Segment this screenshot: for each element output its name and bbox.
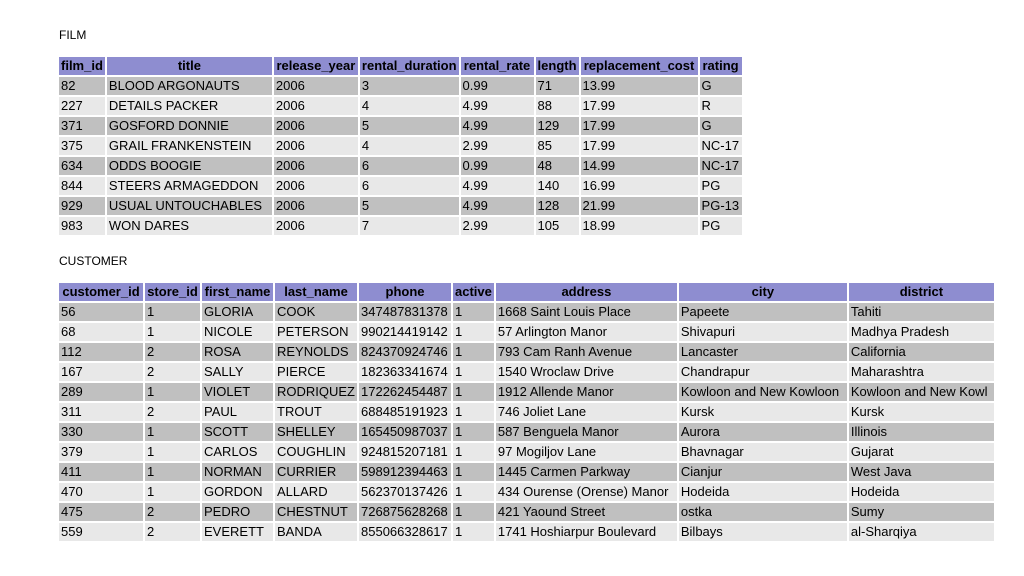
customer-cell-customer-id: 475: [59, 503, 143, 521]
customer-cell-first-name: EVERETT: [202, 523, 273, 541]
customer-cell-first-name: NICOLE: [202, 323, 273, 341]
film-cell-rental-duration: 6: [360, 157, 459, 175]
film-cell-rating: NC-17: [700, 157, 742, 175]
film-column-header-rental-duration: rental_duration: [361, 58, 457, 73]
customer-cell-phone: 347487831378: [359, 303, 451, 321]
customer-cell-district: al-Sharqiya: [849, 523, 994, 541]
film-cell-rental-rate: 4.99: [461, 177, 534, 195]
film-cell-rental-rate: 0.99: [461, 77, 534, 95]
customer-cell-address: 57 Arlington Manor: [496, 323, 677, 341]
customer-table-row: [59, 423, 994, 441]
customer-cell-active: 1: [453, 483, 494, 501]
customer-table-row: [59, 403, 994, 421]
film-cell-rental-rate: 2.99: [461, 217, 534, 235]
customer-table-row: [59, 303, 994, 321]
customer-table-row: [59, 523, 994, 541]
film-cell-rental-duration: 6: [360, 177, 459, 195]
customer-cell-customer-id: 559: [59, 523, 143, 541]
film-cell-replacement-cost: 13.99: [581, 77, 698, 95]
customer-cell-district: Tahiti: [849, 303, 994, 321]
film-cell-film-id: 929: [59, 197, 105, 215]
customer-cell-customer-id: 289: [59, 383, 143, 401]
film-column-header-title: title: [107, 57, 272, 75]
customer-cell-store-id: 1: [145, 303, 200, 321]
film-cell-rating: R: [700, 97, 742, 115]
customer-cell-district: Illinois: [849, 423, 994, 441]
film-cell-rating: G: [700, 117, 742, 135]
film-table-body: [59, 77, 742, 235]
customer-cell-customer-id: 311: [59, 403, 143, 421]
film-cell-title: GOSFORD DONNIE: [107, 117, 272, 135]
film-cell-rental-duration: 4: [360, 97, 459, 115]
customer-cell-district: California: [849, 343, 994, 361]
film-header-row: [59, 57, 742, 75]
customer-cell-city: Kursk: [679, 403, 847, 421]
film-cell-title: WON DARES: [107, 217, 272, 235]
film-cell-replacement-cost: 16.99: [581, 177, 698, 195]
film-cell-rental-duration: 3: [360, 77, 459, 95]
customer-cell-district: Kursk: [849, 403, 994, 421]
customer-cell-city: Chandrapur: [679, 363, 847, 381]
customer-cell-district: Kowloon and New Kowl: [849, 383, 994, 401]
customer-cell-customer-id: 167: [59, 363, 143, 381]
film-cell-rating: PG: [700, 177, 742, 195]
customer-table-row: [59, 383, 994, 401]
customer-cell-active: 1: [453, 343, 494, 361]
customer-column-header-district: district: [849, 283, 994, 301]
film-table-row: [59, 197, 742, 215]
film-cell-rating: NC-17: [700, 137, 742, 155]
film-column-header-rental-rate: rental_rate: [461, 57, 534, 75]
film-cell-rental-rate: 4.99: [461, 97, 534, 115]
film-cell-replacement-cost: 18.99: [581, 217, 698, 235]
customer-cell-phone: 824370924746: [359, 343, 451, 361]
film-cell-title: GRAIL FRANKENSTEIN: [107, 137, 272, 155]
film-table: [57, 55, 744, 237]
customer-table-row: [59, 483, 994, 501]
film-table-row: [59, 77, 742, 95]
customer-cell-address: 97 Mogiljov Lane: [496, 443, 677, 461]
film-cell-length: 85: [536, 137, 579, 155]
customer-cell-customer-id: 112: [59, 343, 143, 361]
customer-cell-first-name: SCOTT: [202, 423, 273, 441]
film-cell-rating: G: [700, 77, 742, 95]
customer-cell-city: Bhavnagar: [679, 443, 847, 461]
film-table-row: [59, 177, 742, 195]
film-cell-length: 140: [536, 177, 579, 195]
customer-header-row: [59, 283, 994, 301]
customer-cell-customer-id: 470: [59, 483, 143, 501]
customer-cell-city: ostka: [679, 503, 847, 521]
film-cell-release-year: 2006: [274, 117, 358, 135]
customer-table-row: [59, 503, 994, 521]
film-column-header-film-id: film_id: [61, 58, 103, 73]
customer-cell-first-name: NORMAN: [202, 463, 273, 481]
customer-column-header-active: active: [455, 284, 492, 299]
customer-column-header-store-id: store_id: [145, 283, 200, 301]
customer-cell-active: 1: [453, 323, 494, 341]
film-cell-release-year: 2006: [274, 77, 358, 95]
film-cell-rental-rate: 0.99: [461, 157, 534, 175]
customer-cell-district: West Java: [849, 463, 994, 481]
film-cell-rating: PG-13: [700, 197, 742, 215]
film-cell-length: 71: [536, 77, 579, 95]
customer-cell-last-name: CHESTNUT: [275, 503, 357, 521]
customer-cell-city: Bilbays: [679, 523, 847, 541]
customer-cell-address: 587 Benguela Manor: [496, 423, 677, 441]
film-cell-release-year: 2006: [274, 157, 358, 175]
film-cell-film-id: 227: [59, 97, 105, 115]
film-cell-release-year: 2006: [274, 97, 358, 115]
customer-cell-phone: 855066328617: [359, 523, 451, 541]
film-table-row: [59, 137, 742, 155]
film-cell-length: 105: [536, 217, 579, 235]
film-cell-replacement-cost: 21.99: [581, 197, 698, 215]
customer-table-row: [59, 343, 994, 361]
customer-cell-phone: 182363341674: [359, 363, 451, 381]
customer-cell-active: 1: [453, 503, 494, 521]
customer-table-body: [59, 303, 994, 541]
film-table-row: [59, 157, 742, 175]
customer-cell-phone: 562370137426: [359, 483, 451, 501]
customer-cell-address: 1912 Allende Manor: [496, 383, 677, 401]
film-cell-title: BLOOD ARGONAUTS: [107, 77, 272, 95]
customer-cell-store-id: 2: [145, 403, 200, 421]
customer-cell-last-name: CURRIER: [275, 463, 357, 481]
film-cell-rental-duration: 5: [360, 117, 459, 135]
film-cell-release-year: 2006: [274, 137, 358, 155]
customer-cell-city: Aurora: [679, 423, 847, 441]
customer-cell-address: 421 Yaound Street: [496, 503, 677, 521]
customer-cell-first-name: PEDRO: [202, 503, 273, 521]
customer-cell-store-id: 1: [145, 423, 200, 441]
customer-cell-active: 1: [453, 363, 494, 381]
film-section-title: FILM: [59, 28, 87, 42]
customer-cell-customer-id: 56: [59, 303, 143, 321]
customer-column-header-address: address: [496, 283, 677, 301]
film-column-header-rating: rating: [700, 57, 742, 75]
customer-cell-first-name: ROSA: [202, 343, 273, 361]
customer-cell-address: 1445 Carmen Parkway: [496, 463, 677, 481]
customer-cell-customer-id: 330: [59, 423, 143, 441]
film-cell-rating: PG: [700, 217, 742, 235]
customer-cell-address: 793 Cam Ranh Avenue: [496, 343, 677, 361]
customer-cell-store-id: 2: [145, 343, 200, 361]
film-column-header-length: length: [537, 58, 577, 73]
customer-table: [57, 281, 996, 543]
customer-table-row: [59, 463, 994, 481]
film-cell-film-id: 375: [59, 137, 105, 155]
film-cell-rental-duration: 5: [360, 197, 459, 215]
customer-cell-city: Lancaster: [679, 343, 847, 361]
customer-cell-last-name: COUGHLIN: [275, 443, 357, 461]
film-cell-title: DETAILS PACKER: [107, 97, 272, 115]
film-column-header-release-year: release_year: [274, 57, 358, 75]
customer-cell-store-id: 1: [145, 483, 200, 501]
film-cell-film-id: 634: [59, 157, 105, 175]
film-cell-film-id: 371: [59, 117, 105, 135]
customer-column-header-city: city: [679, 283, 847, 301]
film-column-header-replacement-cost: replacement_cost: [581, 57, 698, 75]
film-cell-rental-duration: 7: [360, 217, 459, 235]
customer-cell-address: 1540 Wroclaw Drive: [496, 363, 677, 381]
customer-cell-city: Kowloon and New Kowloon: [679, 383, 847, 401]
customer-cell-district: Maharashtra: [849, 363, 994, 381]
customer-cell-city: Shivapuri: [679, 323, 847, 341]
customer-cell-city: Papeete: [679, 303, 847, 321]
customer-cell-first-name: GLORIA: [202, 303, 273, 321]
film-table-row: [59, 117, 742, 135]
customer-cell-last-name: REYNOLDS: [275, 343, 357, 361]
customer-table-row: [59, 323, 994, 341]
customer-cell-district: Hodeida: [849, 483, 994, 501]
film-cell-rental-duration: 4: [360, 137, 459, 155]
customer-cell-customer-id: 379: [59, 443, 143, 461]
customer-cell-customer-id: 68: [59, 323, 143, 341]
customer-table-row: [59, 363, 994, 381]
customer-column-header-phone: phone: [359, 283, 451, 301]
film-cell-replacement-cost: 17.99: [581, 137, 698, 155]
customer-cell-store-id: 1: [145, 383, 200, 401]
film-cell-title: ODDS BOOGIE: [107, 157, 272, 175]
customer-cell-last-name: PETERSON: [275, 323, 357, 341]
film-cell-length: 128: [536, 197, 579, 215]
customer-cell-active: 1: [453, 523, 494, 541]
customer-cell-phone: 688485191923: [359, 403, 451, 421]
customer-cell-first-name: PAUL: [202, 403, 273, 421]
customer-cell-phone: 990214419142: [359, 323, 451, 341]
customer-cell-last-name: PIERCE: [275, 363, 357, 381]
customer-cell-last-name: BANDA: [275, 523, 357, 541]
customer-cell-last-name: TROUT: [275, 403, 357, 421]
customer-cell-last-name: SHELLEY: [275, 423, 357, 441]
film-cell-length: 88: [536, 97, 579, 115]
customer-cell-active: 1: [453, 423, 494, 441]
customer-column-header-first-name: first_name: [202, 283, 273, 301]
customer-cell-district: Madhya Pradesh: [849, 323, 994, 341]
customer-cell-active: 1: [453, 303, 494, 321]
customer-cell-first-name: CARLOS: [202, 443, 273, 461]
customer-cell-city: Cianjur: [679, 463, 847, 481]
film-cell-replacement-cost: 17.99: [581, 117, 698, 135]
customer-cell-store-id: 1: [145, 463, 200, 481]
film-cell-replacement-cost: 17.99: [581, 97, 698, 115]
customer-cell-city: Hodeida: [679, 483, 847, 501]
customer-cell-first-name: SALLY: [202, 363, 273, 381]
customer-cell-customer-id: 411: [59, 463, 143, 481]
customer-column-header-last-name: last_name: [275, 283, 357, 301]
customer-cell-district: Sumy: [849, 503, 994, 521]
customer-cell-first-name: VIOLET: [202, 383, 273, 401]
film-cell-film-id: 844: [59, 177, 105, 195]
customer-cell-phone: 726875628268: [359, 503, 451, 521]
customer-cell-last-name: RODRIQUEZ: [277, 384, 355, 399]
customer-cell-phone: 172262454487: [359, 383, 451, 401]
customer-column-header-customer-id: customer_id: [59, 283, 143, 301]
customer-cell-address: 1668 Saint Louis Place: [496, 303, 677, 321]
customer-cell-store-id: 2: [145, 503, 200, 521]
customer-cell-active: 1: [453, 443, 494, 461]
customer-cell-active: 1: [453, 463, 494, 481]
film-cell-rental-rate: 2.99: [461, 137, 534, 155]
customer-cell-address: 746 Joliet Lane: [496, 403, 677, 421]
film-cell-length: 129: [536, 117, 579, 135]
customer-cell-last-name: COOK: [275, 303, 357, 321]
customer-cell-active: 1: [453, 383, 494, 401]
film-cell-title: STEERS ARMAGEDDON: [107, 177, 272, 195]
customer-cell-store-id: 1: [145, 323, 200, 341]
customer-cell-phone: 924815207181: [359, 443, 451, 461]
customer-cell-address: 434 Ourense (Orense) Manor: [496, 483, 677, 501]
customer-cell-phone: 598912394463: [359, 463, 451, 481]
film-cell-rental-rate: 4.99: [461, 197, 534, 215]
film-cell-title: USUAL UNTOUCHABLES: [107, 197, 272, 215]
film-cell-rental-rate: 4.99: [461, 117, 534, 135]
customer-cell-phone: 165450987037: [359, 423, 451, 441]
film-table-row: [59, 217, 742, 235]
film-cell-film-id: 82: [59, 77, 105, 95]
customer-cell-first-name: GORDON: [202, 483, 273, 501]
film-cell-release-year: 2006: [274, 197, 358, 215]
customer-cell-address: 1741 Hoshiarpur Boulevard: [496, 523, 677, 541]
customer-table-row: [59, 443, 994, 461]
film-table-row: [59, 97, 742, 115]
customer-section-title: CUSTOMER: [59, 254, 128, 268]
customer-cell-active: 1: [453, 403, 494, 421]
customer-cell-last-name: ALLARD: [275, 483, 357, 501]
film-cell-release-year: 2006: [274, 217, 358, 235]
customer-cell-store-id: 2: [145, 363, 200, 381]
film-cell-replacement-cost: 14.99: [581, 157, 698, 175]
customer-cell-store-id: 1: [145, 443, 200, 461]
film-cell-release-year: 2006: [274, 177, 358, 195]
film-cell-film-id: 983: [59, 217, 105, 235]
customer-cell-store-id: 2: [145, 523, 200, 541]
film-cell-length: 48: [536, 157, 579, 175]
customer-cell-district: Gujarat: [849, 443, 994, 461]
